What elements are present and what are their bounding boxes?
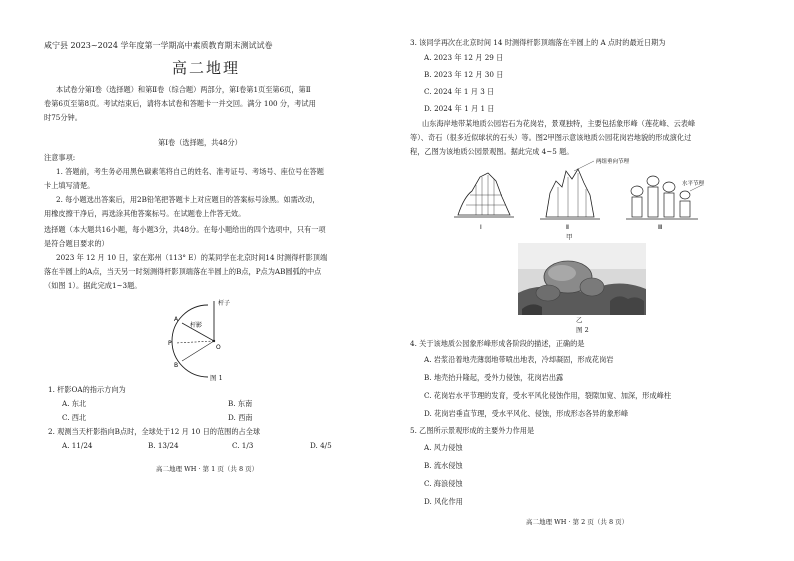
q2-option-c: C. 1/3 [232, 441, 254, 450]
passage-line-1: 山东海岸地带某地质公园岩石为花岗岩，景观独特，主要包括象形峰（莲花峰、云表峰 [422, 119, 696, 128]
notice-line-1: 1. 答题前，考生务必用黑色碳素笔将自己的姓名、准考证号、考场号、座位号在答题 [56, 167, 324, 176]
q1-option-a: A. 东北 [62, 399, 87, 408]
q5-option-b: B. 流水侵蚀 [424, 461, 463, 470]
figure-1-sundial-diagram [164, 295, 274, 385]
figure-2-jia-stages [454, 157, 714, 233]
q5-option-a: A. 风力侵蚀 [424, 443, 463, 452]
passage-line-3: 程，乙图为该地质公园景观图。据此完成 4~5 题。 [410, 147, 574, 156]
q4-option-b: B. 地壳抬升隆起，受外力侵蚀，花岗岩出露 [424, 373, 564, 382]
q4-option-d: D. 花岗岩垂直节理，受水平风化、侵蚀，形成形态各异的象形峰 [424, 409, 629, 418]
boulder-small [580, 278, 604, 296]
scenario-line-1: 2023 年 12 月 10 日，家在郑州（113° E）的某同学在北京时间14 时测得杆影顶端 [56, 253, 328, 262]
q4-option-a: A. 岩浆沿着地壳薄弱地带喷出地表，冷却凝固，形成花岗岩 [424, 355, 614, 364]
q5-option-c: C. 海浪侵蚀 [424, 479, 463, 488]
scenario-line-2: 落在半圆上的A点，当天另一时刻测得杆影顶端落在半圆上的B点，P点为AB圆弧的中点 [44, 267, 322, 276]
figure-2-yi-photo [518, 243, 646, 315]
figure-2-caption: 图 2 [576, 326, 589, 334]
label-yi: 乙 [576, 316, 583, 324]
intro-line-1: 本试卷分第Ⅰ卷（选择题）和第Ⅱ卷（综合题）两部分，第Ⅰ卷第1页至第6页，第Ⅱ [56, 85, 311, 94]
q2-option-d: D. 4/5 [310, 441, 332, 450]
notice-title: 注意事项: [44, 153, 76, 162]
q3-option-a: A. 2023 年 12 月 29 日 [424, 53, 504, 62]
point-o [213, 340, 215, 342]
subject-title: 高二地理 [172, 59, 241, 77]
label-horizontal-joints: 水平节理 [682, 181, 705, 187]
label-vertical-joints: 两组垂向节理 [596, 159, 630, 165]
label-jia: 甲 [566, 233, 573, 241]
intro-line-2: 卷第6页至第8页。考试结束后，请将本试卷和答题卡一并交回。满分 100 分，考试用 [44, 99, 316, 108]
q4-stem: 4. 关于该地质公园象形峰形成各阶段的描述，正确的是 [410, 339, 585, 348]
q3-option-d: D. 2024 年 1 月 1 日 [424, 104, 495, 113]
intro-line-3: 时75分钟。 [44, 113, 82, 122]
scenario-line-3: （如图 1）。据此完成1~3题。 [44, 281, 142, 290]
section-1-title: 第Ⅰ卷（选择题，共48分） [158, 138, 242, 147]
footer-page-2: 高二地理 WH · 第 2 页（共 8 页） [526, 518, 629, 526]
stage-2-sketch [540, 161, 600, 219]
label-b: B [174, 362, 179, 369]
choice-intro-line-2: 是符合题目要求的） [44, 239, 109, 248]
left-column [44, 0, 384, 561]
right-column [410, 0, 760, 561]
label-stage-3: Ⅲ [658, 224, 663, 231]
label-p: P [168, 340, 172, 347]
figure-1-caption: 图 1 [210, 374, 223, 382]
choice-intro-line-1: 选择题（本大题共16小题，每小题3分，共48分。在每小题给出的四个选项中，只有一项 [44, 225, 326, 234]
q3-option-b: B. 2023 年 12 月 30 日 [424, 70, 504, 79]
passage-line-2: 等）、奇石（很多近似球状的石头）等。图2甲图示意该地质公园花岗岩地貌的形成演化过 [410, 133, 692, 142]
label-stage-1: Ⅰ [480, 224, 482, 231]
notice-line-4: 用橡皮擦干净后，再选涂其他答案标号。在试题卷上作答无效。 [44, 209, 246, 218]
q5-stem: 5. 乙图所示景观形成的主要外力作用是 [410, 426, 535, 435]
q2-stem: 2. 观测当天杆影指向B点时，全球处于12 月 10 日的范围的占全球 [48, 427, 261, 436]
line-op [176, 341, 214, 343]
label-shadow: 杆影 [190, 322, 203, 329]
q5-option-d: D. 风化作用 [424, 497, 463, 506]
q2-option-a: A. 11/24 [62, 441, 93, 450]
exam-title: 咸宁县 2023~2024 学年度第一学期高中素质教育期末测试试卷 [44, 41, 273, 50]
q4-option-c: C. 花岗岩水平节理的发育，受水平风化侵蚀作用，裂隙加宽、加深，形成峰柱 [424, 391, 672, 400]
label-o: O [216, 344, 221, 351]
q1-option-b: B. 东南 [228, 399, 253, 408]
notice-line-2: 卡上填写清楚。 [44, 181, 95, 190]
q2-option-b: B. 13/24 [148, 441, 179, 450]
line-ob [182, 341, 214, 361]
footer-page-1: 高二地理 WH · 第 1 页（共 8 页） [156, 465, 259, 473]
q1-option-d: D. 西南 [228, 413, 253, 422]
q3-stem: 3. 该同学再次在北京时间 14 时测得杆影顶端落在半圆上的 A 点时的最近日期为 [410, 38, 666, 47]
notice-line-3: 2. 每小题选出答案后，用2B铅笔把答题卡上对应题目的答案标号涂黑。如需改动， [56, 195, 320, 204]
stage-1-sketch [454, 173, 514, 217]
label-a: A [174, 316, 179, 323]
label-stage-2: Ⅱ [566, 224, 569, 231]
q3-option-c: C. 2024 年 1 月 3 日 [424, 87, 495, 96]
q1-stem: 1. 杆影OA的指示方向为 [48, 385, 126, 394]
q1-option-c: C. 西北 [62, 413, 87, 422]
label-pole: 杆子 [218, 300, 231, 307]
